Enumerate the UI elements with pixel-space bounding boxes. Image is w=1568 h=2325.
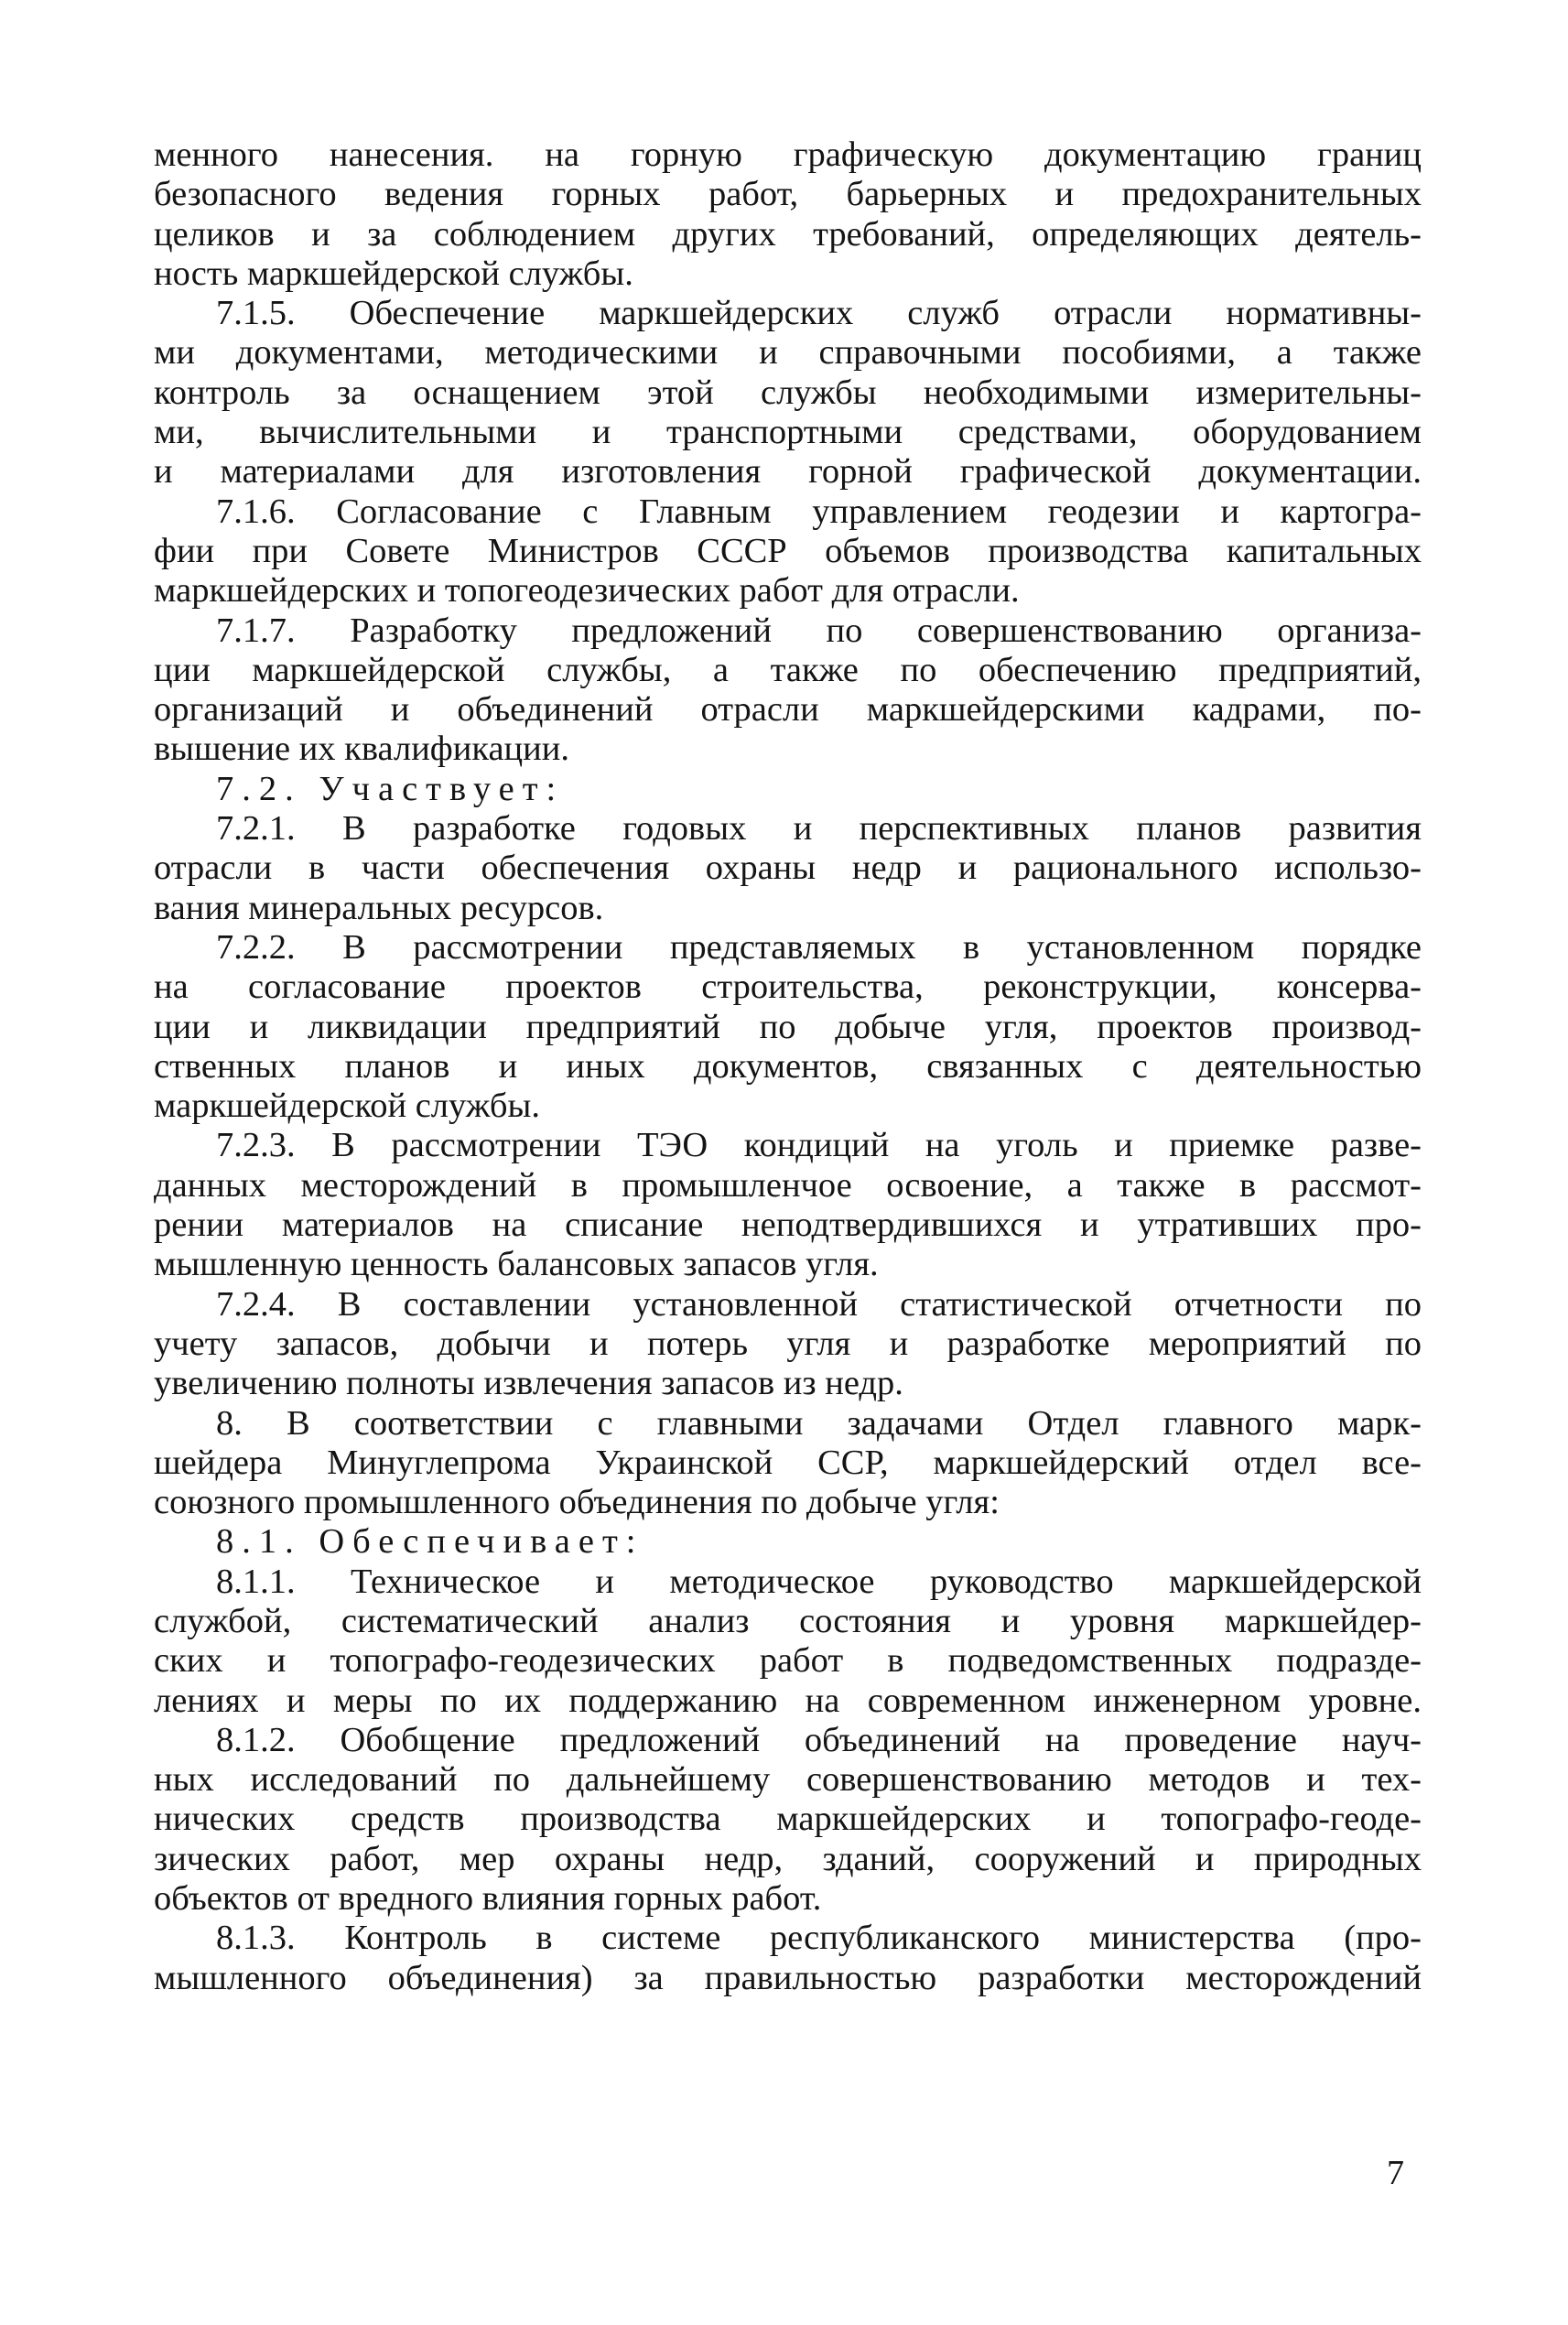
text-line-21: 7.2.2. В рассмотрении представляемых в установленном порядке	[216, 927, 1422, 967]
text-line-39: ских и топографо-геодезических работ в подведомственных подразде-	[154, 1641, 1422, 1681]
text-line-12: маркшейдерских и топогеодезических работ для отрасли.	[154, 571, 1020, 611]
text-line-18: 7.2.1. В разработке годовых и перспективных планов развития	[216, 809, 1422, 849]
text-line-7: контроль за оснащением этой службы необходимыми измерительны-	[154, 373, 1422, 412]
text-line-36: 8.1. Обеспечивает:	[216, 1522, 644, 1562]
text-line-3: целиков и за соблюдением других требований, определяющих деятель-	[154, 214, 1422, 254]
text-line-44: зических работ, мер охраны недр, зданий, сооружений и природных	[154, 1839, 1422, 1878]
text-line-30: 7.2.4. В составлении установленной статистической отчетности по	[216, 1284, 1422, 1324]
text-line-42: ных исследований по дальнейшему совершенствованию методов и тех-	[154, 1760, 1422, 1800]
text-line-2: безопасного ведения горных работ, барьерных и предохранительных	[154, 175, 1422, 214]
text-line-29: мышленную ценность балансовых запасов угля.	[154, 1245, 879, 1284]
text-line-38: службой, систематический анализ состояния и уровня маркшейдер-	[154, 1601, 1422, 1640]
page-number: 7	[1387, 2154, 1404, 2192]
text-line-41: 8.1.2. Обобщение предложений объединений на проведение науч-	[216, 1720, 1422, 1759]
text-line-20: вания минеральных ресурсов.	[154, 888, 604, 927]
text-line-46: 8.1.3. Контроль в системе республиканского министерства (про-	[216, 1919, 1422, 1958]
text-line-28: рении материалов на списание неподтвердившихся и утративших про-	[154, 1206, 1422, 1245]
text-line-43: нических средств производства маркшейдерских и топографо-геоде-	[154, 1800, 1422, 1839]
text-line-47: мышленного объединения) за правильностью разработки месторождений	[154, 1958, 1422, 1997]
text-line-14: ции маркшейдерской службы, а также по обеспечению предприятий,	[154, 650, 1422, 689]
text-line-45: объектов от вредного влияния горных работ.	[154, 1879, 822, 1919]
text-line-34: шейдера Минуглепрома Украинской ССР, маркшейдерский отдел все-	[154, 1443, 1422, 1482]
text-line-27: данных месторождений в промышленчое освоение, а также в рассмот-	[154, 1165, 1422, 1205]
text-line-6: ми документами, методическими и справочными пособиями, а также	[154, 333, 1422, 373]
text-line-9: и материалами для изготовления горной графической документации.	[154, 452, 1422, 492]
text-line-37: 8.1.1. Техническое и методическое руководство маркшейдерской	[216, 1562, 1422, 1601]
text-line-13: 7.1.7. Разработку предложений по совершенствованию организа-	[216, 611, 1422, 650]
text-line-19: отрасли в части обеспечения охраны недр и рационального использо-	[154, 849, 1422, 888]
text-line-33: 8. В соответствии с главными задачами Отдел главного марк-	[216, 1403, 1422, 1443]
body-text	[154, 135, 1422, 1998]
text-line-26: 7.2.3. В рассмотрении ТЭО кондиций на уголь и приемке разве-	[216, 1126, 1422, 1165]
text-line-17: 7.2. Участвует:	[216, 769, 565, 808]
text-line-31: учету запасов, добычи и потерь угля и разработке мероприятий по	[154, 1324, 1422, 1363]
text-line-32: увеличению полноты извлечения запасов из недр.	[154, 1364, 903, 1403]
text-line-24: ственных планов и иных документов, связанных с деятельностью	[154, 1046, 1422, 1086]
text-line-25: маркшейдерской службы.	[154, 1087, 540, 1126]
text-line-10: 7.1.6. Согласование с Главным управлением геодезии и картогра-	[216, 492, 1422, 531]
text-line-4: ность маркшейдерской службы.	[154, 254, 633, 293]
text-line-22: на согласование проектов строительства, реконструкции, консерва-	[154, 968, 1422, 1007]
text-line-16: вышение их квалификации.	[154, 730, 569, 769]
text-line-35: союзного промышленного объединения по добыче угля:	[154, 1483, 1000, 1522]
text-line-23: ции и ликвидации предприятий по добыче угля, проектов производ-	[154, 1007, 1422, 1046]
text-line-15: организаций и объединений отрасли маркшейдерскими кадрами, по-	[154, 690, 1422, 730]
text-line-11: фии при Совете Министров СССР объемов производства капитальных	[154, 531, 1422, 570]
text-line-40: лениях и меры по их поддержанию на современном инженерном уровне.	[154, 1681, 1422, 1720]
text-line-5: 7.1.5. Обеспечение маркшейдерских служб отрасли нормативны-	[216, 294, 1422, 333]
text-line-1: менного нанесения. на горную графическую документацию границ	[154, 135, 1422, 174]
text-line-8: ми, вычислительными и транспортными средствами, оборудованием	[154, 413, 1422, 452]
